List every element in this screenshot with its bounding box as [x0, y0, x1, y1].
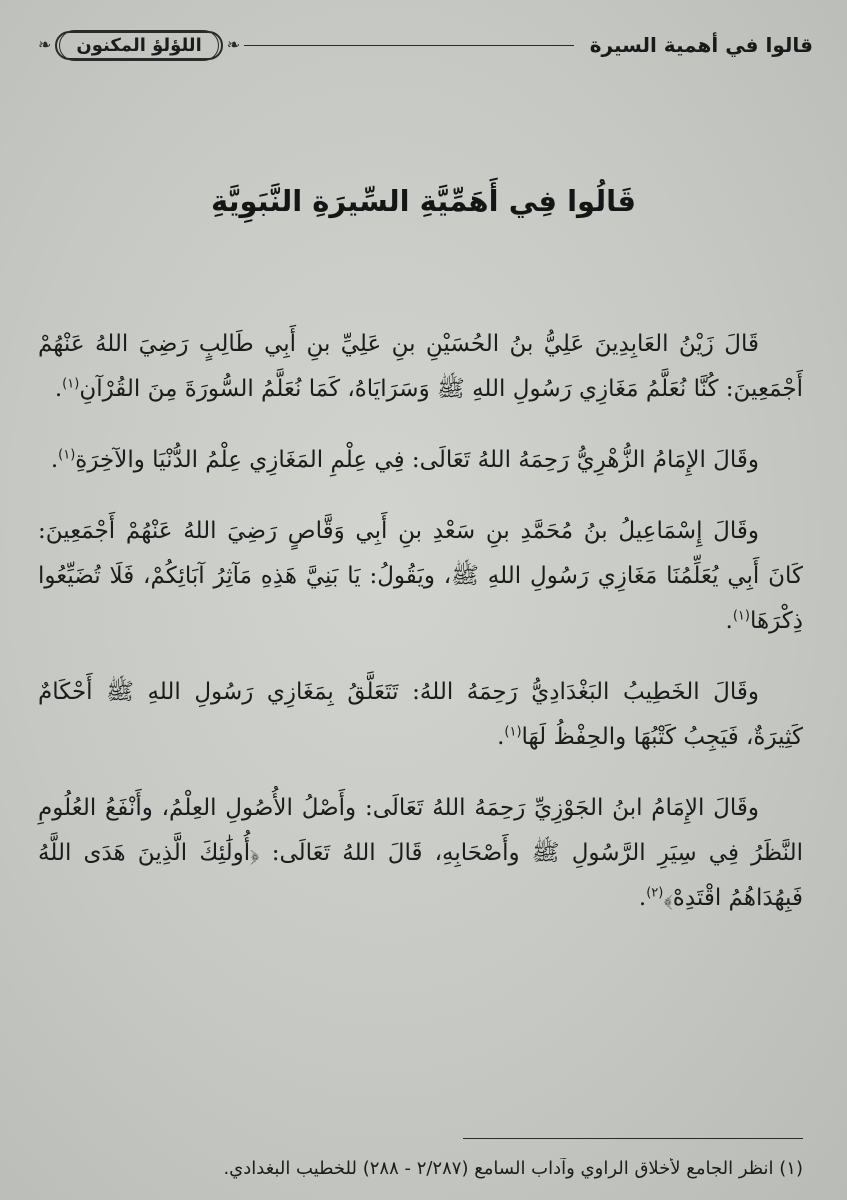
paragraph-tail: . — [638, 885, 647, 911]
paragraph — [38, 509, 803, 644]
paragraph-text: وقَالَ الإِمَامُ الزُّهْرِيُّ رَحِمَهُ اللهُ تَعَالَى: فِي عِلْمِ المَغَازِي عِلْمُ الدُّنْيَا والآخِرَةِ — [75, 447, 759, 473]
paragraph-tail: . — [725, 608, 733, 634]
paragraph — [38, 786, 803, 921]
footnote — [38, 1158, 803, 1188]
paragraph-tail: . — [54, 376, 63, 402]
running-title: قالوا في أهمية السيرة — [589, 33, 813, 57]
badge-frame — [55, 31, 222, 60]
footnote-mark: (١) — [62, 376, 80, 392]
footnote-mark: (١) — [58, 447, 76, 463]
paragraph — [38, 670, 803, 760]
paragraph-text: وقَالَ الإِمَامُ ابنُ الجَوْزِيِّ رَحِمَهُ اللهُ تَعَالَى: وأَصْلُ الأُصُولِ العِلْمُ، وأَنْفَعُ العُلُومِ النَّظَرُ فِي سِيَرِ الرَّسُولِ ﷺ وأَصْحَابِهِ، قَالَ اللهُ تَعَالَى: ﴿أُولَٰئِكَ الَّذِينَ هَدَى اللَّهُ فَبِهُدَاهُمُ اقْتَدِهْ﴾ — [38, 795, 803, 911]
paragraph-tail: . — [497, 724, 505, 750]
header-rule — [244, 45, 574, 46]
chapter-title: قَالُوا فِي أَهَمِّيَّةِ السِّيرَةِ النَّبَوِيَّةِ — [210, 184, 637, 218]
series-badge-title: اللؤلؤ المكنون — [59, 30, 218, 61]
footnote-mark: (١) — [732, 608, 750, 624]
ornament-left-icon: ❧ — [38, 35, 52, 54]
footnote-mark: (١) — [504, 724, 522, 740]
page-header — [38, 22, 813, 68]
body-text — [38, 322, 803, 947]
paragraph-text: قَالَ زَيْنُ العَابِدِينَ عَلِيُّ بنُ الحُسَيْنِ بنِ عَلِيِّ بنِ أَبِي طَالِبٍ رَضِيَ اللهُ عَنْهُمْ أَجْمَعِينَ: كُنَّا نُعَلَّمُ مَغَازِي رَسُولِ اللهِ ﷺ وَسَرَايَاهُ، كَمَا نُعَلَّمُ السُّورَةَ مِنَ القُرْآنِ — [38, 331, 803, 402]
footnote-text: انظر الجامع لأخلاق الراوي وآداب السامع (٢/٢٨٧ - ٢٨٨) للخطيب البغدادي. — [223, 1158, 774, 1179]
series-badge — [38, 31, 240, 60]
paragraph-text: وقَالَ إِسْمَاعِيلُ بنُ مُحَمَّدِ بنِ سَعْدِ بنِ أَبِي وَقَّاصٍ رَضِيَ اللهُ عَنْهُمْ أَجْمَعِينَ: كَانَ أَبِي يُعَلِّمُنَا مَغَازِي رَسُولِ اللهِ ﷺ، ويَقُولُ: يَا بَنِيَّ هَذِهِ مَآثِرُ آبَائِكُمْ، فَلَا تُضَيِّعُوا ذِكْرَهَا — [38, 518, 803, 634]
ornament-right-icon: ❧ — [226, 35, 241, 54]
paragraph — [38, 322, 803, 412]
paragraph-text: وقَالَ الخَطِيبُ البَغْدَادِيُّ رَحِمَهُ اللهُ: تَتَعَلَّقُ بِمَغَازِي رَسُولِ اللهِ ﷺ أَحْكَامٌ كَثِيرَةٌ، فَيَجِبُ كَتْبُهَا والحِفْظُ لَهَا — [38, 679, 803, 750]
paragraph-tail: . — [50, 447, 59, 473]
paragraph — [38, 438, 803, 483]
footnote-rule — [463, 1138, 803, 1139]
footnote-mark: (٢) — [646, 885, 664, 901]
footnote-marker: (١) — [779, 1158, 803, 1179]
